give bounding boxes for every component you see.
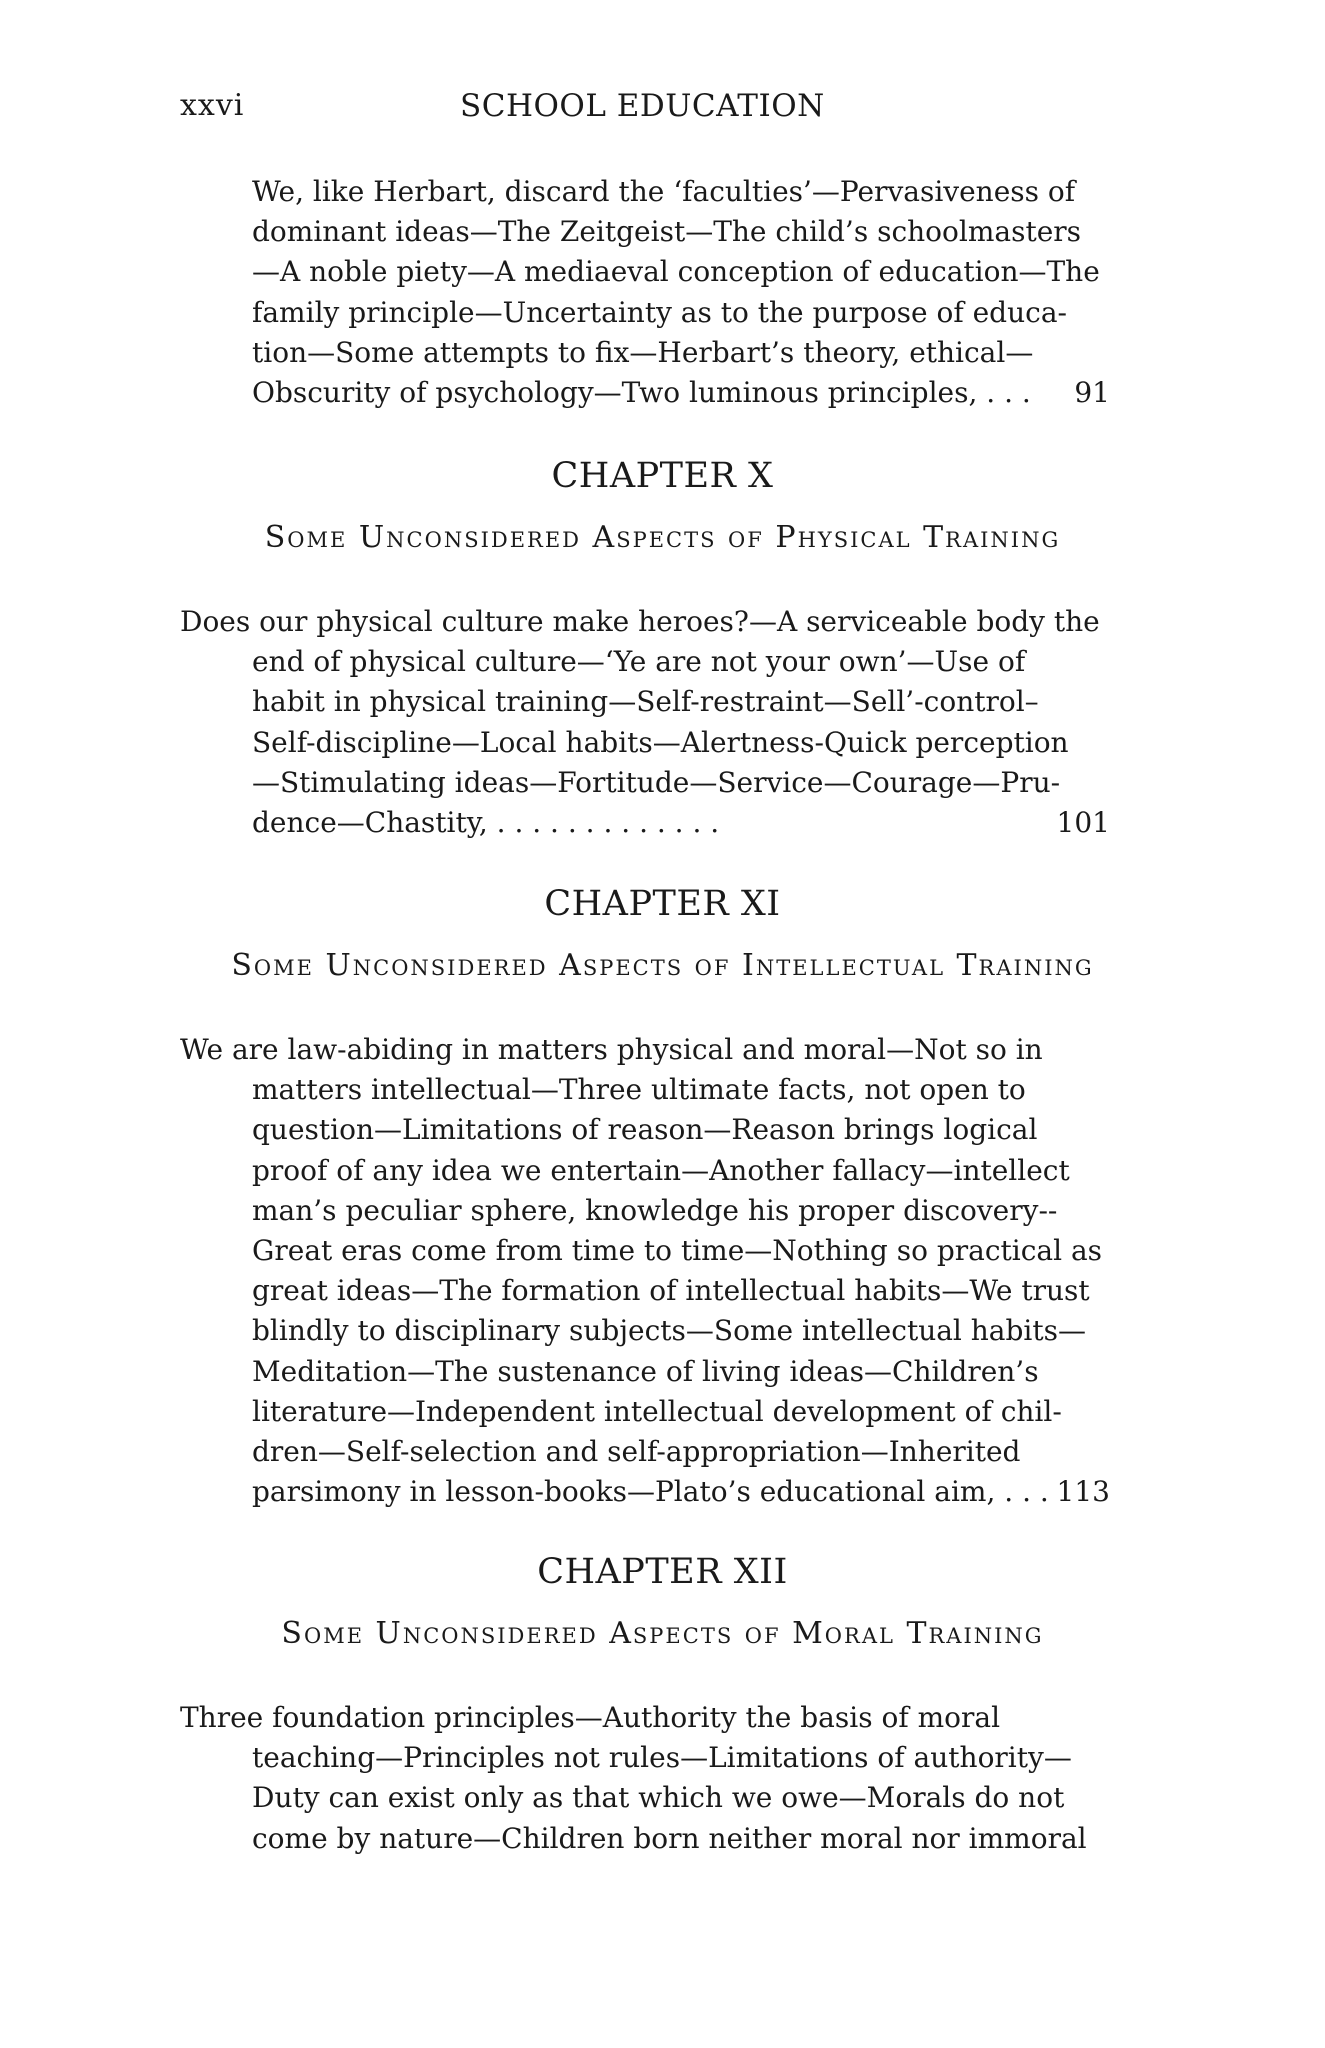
chapter-xii-subtitle: Some Unconsidered Aspects of Moral Training [281, 1616, 1044, 1651]
contents-line: dominant ideas—The Zeitgeist—The child’s schoolmasters [252, 215, 1082, 249]
contents-line: Duty can exist only as that which we owe—Morals do not [252, 1781, 1065, 1815]
contents-line: end of physical culture—‘Ye are not your own’—Use of [252, 645, 1026, 679]
chapter-xi-subtitle: Some Unconsidered Aspects of Intellectual Training [231, 948, 1094, 983]
contents-line [180, 803, 1110, 843]
contents-line: teaching—Principles not rules—Limitations of authority— [252, 1741, 1072, 1775]
contents-line: tion—Some attempts to fix—Herbart’s theory, ethical— [252, 335, 1034, 369]
contents-line: matters intellectual—Three ultimate facts, not open to [252, 1073, 1026, 1107]
contents-line: come by nature—Children born neither moral nor immoral [252, 1821, 1087, 1855]
contents-line: We, like Herbart, discard the ‘faculties’—Pervasiveness of [252, 175, 1076, 208]
contents-line: question—Limitations of reason—Reason brings logical [252, 1113, 1038, 1147]
contents-line: —A noble piety—A mediaeval conception of education—The [252, 255, 1100, 289]
chapter-xi-contents-entry [180, 1030, 1110, 1512]
contents-line: habit in physical training—Self-restraint—Sell’-control– [252, 685, 1039, 719]
contents-line: literature—Independent intellectual development of chil- [252, 1394, 1062, 1428]
page-number: xxvi [180, 88, 245, 123]
contents-line: We are law-abiding in matters physical and moral—Not so in [180, 1033, 1043, 1066]
contents-line: —Stimulating ideas—Fortitude—Service—Courage—Pru- [252, 765, 1061, 799]
contents-line: blindly to disciplinary subjects—Some intellectual habits— [252, 1314, 1086, 1348]
contents-line: Meditation—The sustenance of living ideas—Children’s [252, 1354, 1039, 1388]
chapter-x-contents-entry [180, 602, 1110, 843]
page-reference: 91 [1074, 375, 1110, 409]
contents-line: Does our physical culture make heroes?—A serviceable body the [180, 605, 1100, 638]
contents-line [180, 373, 1110, 413]
contents-line: proof of any idea we entertain—Another fallacy—intellect [252, 1153, 1070, 1187]
contents-line: Three foundation principles—Authority the basis of moral [180, 1701, 1001, 1734]
chapter-x-heading: CHAPTER X [551, 456, 774, 496]
contents-line: family principle—Uncertainty as to the purpose of educa- [252, 295, 1067, 329]
contents-line: Self-discipline—Local habits—Alertness-Quick perception [252, 725, 1069, 759]
contents-line-text: dence—Chastity, . . . . . . . . . . . . . [252, 805, 720, 839]
contents-line: great ideas—The formation of intellectual habits—We trust [252, 1274, 1090, 1308]
contents-line-text: parsimony in lesson-books—Plato’s educational aim, . . . [252, 1475, 1049, 1509]
running-head [180, 88, 1105, 128]
contents-line [180, 1472, 1110, 1512]
contents-line-text: Obscurity of psychology—Two luminous principles, . . . [252, 375, 1031, 409]
running-title: SCHOOL EDUCATION [460, 88, 825, 124]
contents-line: man’s peculiar sphere, knowledge his proper discovery-- [252, 1193, 1058, 1227]
chapter-xii-heading: CHAPTER XII [537, 1552, 788, 1592]
contents-line: Great eras come from time to time—Nothing so practical as [252, 1233, 1103, 1267]
page-reference: 113 [1056, 1475, 1110, 1509]
contents-line: dren—Self-selection and self-appropriation—Inherited [252, 1434, 1021, 1468]
chapter-xi-heading: CHAPTER XI [544, 884, 781, 924]
chapter-ix-contents-entry [180, 172, 1110, 413]
chapter-x-subtitle: Some Unconsidered Aspects of Physical Training [264, 520, 1061, 555]
chapter-xii-contents-entry [180, 1698, 1110, 1859]
page-reference: 101 [1056, 805, 1110, 839]
